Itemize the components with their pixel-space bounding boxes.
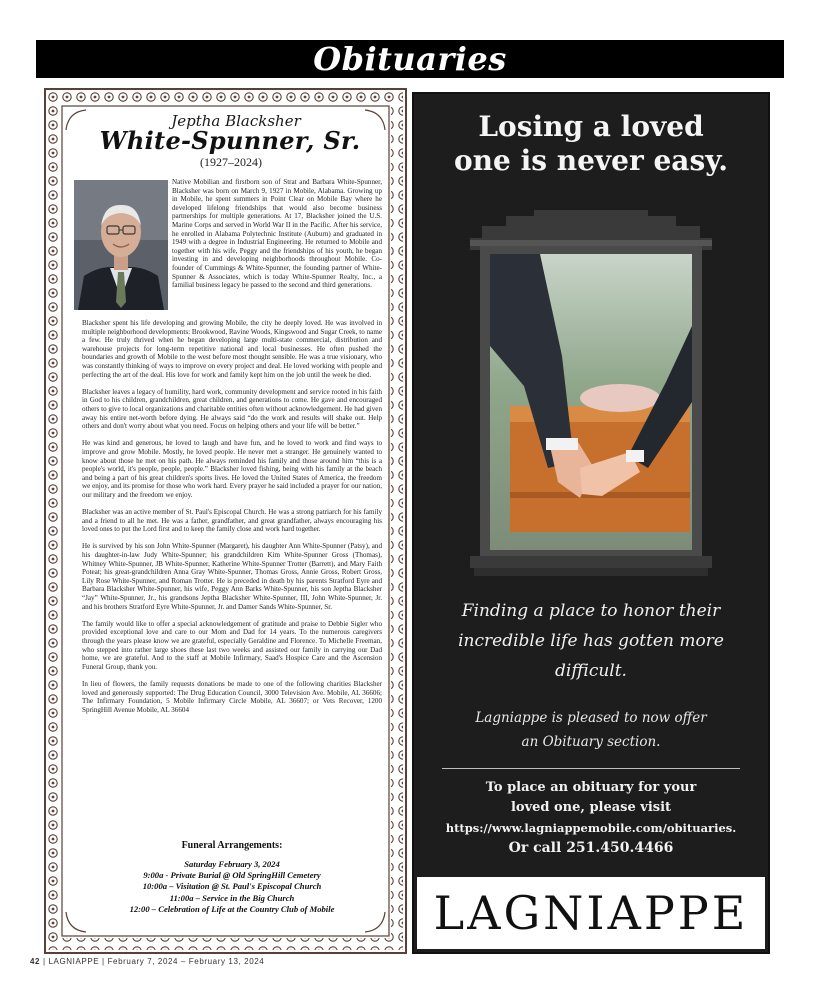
lagniappe-logo-box <box>417 877 765 949</box>
obituary-first-names: Jeptha Blacksher <box>171 112 301 130</box>
obituary-advertisement <box>412 92 770 954</box>
ad-divider <box>442 768 740 769</box>
ad-cta-line: To place an obituary for your <box>485 780 697 795</box>
ad-photo-frame <box>470 206 712 586</box>
page-footer <box>30 957 264 966</box>
ad-headline-line: Losing a loved <box>478 110 704 143</box>
portrait-photo <box>74 180 168 310</box>
section-header <box>36 40 784 78</box>
funeral-line: 11:00a – Service in the Big Church <box>169 892 295 903</box>
ad-headline <box>414 110 768 178</box>
page-number: 42 <box>30 957 41 966</box>
ad-panel <box>414 94 768 952</box>
obituary-paragraph: Blacksher spent his life developing and growing Mobile, the city he deeply loved. He was involved in multiple neighborhood developments: Brookwood, Ravine Woods, Kingswood and Sugar Creek, to name a few. He truly thrived when he began developing large multi-state commercial, distribution and warehouse projects for long-term repetitive national and local businesses. He often pushed the boundaries and growth of Mobile to the west before most thought sensible. He was a true visionary, who was constantly thinking of ways to improve on every project and deal. He loved working with people and perfecting the art of the deal. His love for work and family kept him on the job until the week he died. <box>82 319 382 379</box>
footer-separator: | <box>102 957 105 966</box>
obituary-intro: Native Mobilian and firstborn son of Strat and Barbara White-Spunner, Blacksher was born on March 9, 1927 in Mobile, Alabama. Growing up in Mobile, he spent summers in Point Clear on Mobile Bay where he developed lifelong friendships that would also become business partnerships for multiple generations. At 17, Blacksher joined the U.S. Marine Corps and served in World War II in the Pacific. After his service, he enrolled in Alabama Polytechnic Institute (Auburn) and graduated in 1949 with a degree in Industrial Engineering. He returned to Mobile and together with his wife, Peggy and the friendships of his youth, he began investing in and developing neighborhoods throughout Mobile. Co-founder of Cummings & White-Spunner, the founding partner of White-Spunner & Associates, which is today White-Spunner Realty, Inc., a familial business legacy he passed to the second and third generations. <box>172 178 382 290</box>
ad-tagline-line: difficult. <box>555 661 627 681</box>
ad-headline-line: one is never easy. <box>453 144 729 177</box>
funeral-line: 12:00 – Celebration of Life at the Country Club of Mobile <box>129 903 335 914</box>
obituary-paragraph: He was kind and generous, he loved to laugh and have fun, and he loved to work and find ways to improve and grow Mobile. Mostly, he loved people. He never met a stranger. He genuinely wanted to know about those he met on his path. He always reminded his family and those around him “this is a people's world, it's people, people, people.” Blacksher loved fishing, being with his family at the beach and being a part of his great children's sports lives. He loved the United States of America, the freedom we enjoy, and its promise for those who work hard. Every prayer he said included a prayer for our nation, our military and the freedom we enjoy. <box>82 439 382 499</box>
funeral-arrangements-title: Funeral Arrangements: <box>181 840 283 851</box>
obituary-paragraph: In lieu of flowers, the family requests donations be made to one of the following charities Blacksher loved and generously supported: The Drug Education Council, 3000 Television Ave. Mobile, AL 36606; The Infirmary Foundation, 5 Mobile Infirmary Circle Mobile, AL 36607; or Vets Recover, 1200 SpringHill Avenue Mobile, AL 36604 <box>82 679 382 714</box>
obituary-paragraph: He is survived by his son John White-Spunner (Margaret), his daughter Ann White-Spunner (Patsy), and his daughter-in-law Judy White-Spunner; his grandchildren Kim White-Spunner Gross (Thomas), Whitney White-Spunner, JB White-Spunner, Katherine White-Spunner Trotter (Barrett), and Mary Faith Poteat; his great-grandchildren Anna Gray White-Spunner, Thomas Gross, Annie Gross, Robert Gross, Lily Rose White-Spunner, and Roman Trotter. He is preceded in death by his parents Stratford Eyre and Barbara Blacksher White-Spunner, his wife, Peggy Ann Barks White-Spunner, his son Jeptha Blacksher “Jay” White-Spunner, Jr., his grandsons Jeptha Blacksher White-Spunner, III, John White-Spunner, Jr. and his brothers Stratford Eyre White-Spunner, Jr. and Damer Sands White-Spunner, Sr. <box>82 542 382 611</box>
ad-call-to-action <box>414 778 768 858</box>
ad-tagline <box>414 596 768 686</box>
obituary-years: (1927–2024) <box>200 155 262 169</box>
obituary-surname: White-Spunner, Sr. <box>99 126 361 155</box>
ad-cta-line: loved one, please visit <box>510 800 672 815</box>
lagniappe-logo: LAGNIAPPE <box>433 886 749 940</box>
funeral-arrangements-list <box>82 859 382 915</box>
funeral-line: Saturday February 3, 2024 <box>184 859 280 869</box>
funeral-line: 9:00a - Private Burial @ Old SpringHill Cemetery <box>143 870 321 881</box>
obituary-paragraph: Blacksher leaves a legacy of humility, hard work, community development and service rooted in his faith in God to his children, grandchildren, great children, and generations to come. He gave and encouraged others to give to local organizations and charitable entities often without acknowledgement. He had given away his entire net-worth before dying. He always said “do the work and results will shake out. Help others and don't worry about what you need. Focus on helping others and your life will be better.” <box>82 387 382 431</box>
obituaries-link[interactable]: https://www.lagniappemobile.com/obituaries. <box>445 821 737 835</box>
phone-number[interactable]: Or call 251.450.4466 <box>508 840 674 856</box>
obituary-body <box>82 319 382 723</box>
ad-subtext-line: Lagniappe is pleased to now offer <box>475 710 707 726</box>
obituary-card <box>44 88 407 954</box>
ad-tagline-line: incredible life has gotten more <box>458 631 724 651</box>
ad-tagline-line: Finding a place to honor their <box>461 601 721 621</box>
footer-separator: | <box>42 957 46 966</box>
funeral-line: 10:00a – Visitation @ St. Paul's Episcopal Church <box>142 881 322 892</box>
ad-subtext-line: an Obituary section. <box>521 734 661 750</box>
issue-dates: February 7, 2024 – February 13, 2024 <box>107 957 265 966</box>
ad-subtext <box>414 706 768 754</box>
section-title: Obituaries <box>313 40 507 78</box>
obituary-paragraph: Blacksher was an active member of St. Paul's Episcopal Church. He was a strong patriarch for his family and a friend to all he met. He was a father, grandfather, and great grandfather, always encouraging his loved ones to put the Lord first and to keep the family close and work hard together. <box>82 508 382 534</box>
obituary-paragraph: The family would like to offer a special acknowledgement of gratitude and praise to Debbie Sigler who provided exceptional love and care to our Mom and Dad for 14 years. To the numerous caregivers through the years please know we are grateful, especially Geraldine and Florence. To Michelle Freeman, who stepped into rather large shoes these last two weeks and assisted our family in carrying our Dad home, we are grateful. And to the staff at Mobile Infirmary, Saad's Hospice Care and the Ascension Funeral Group, thank you. <box>82 619 382 671</box>
publication-name: LAGNIAPPE <box>48 957 100 966</box>
